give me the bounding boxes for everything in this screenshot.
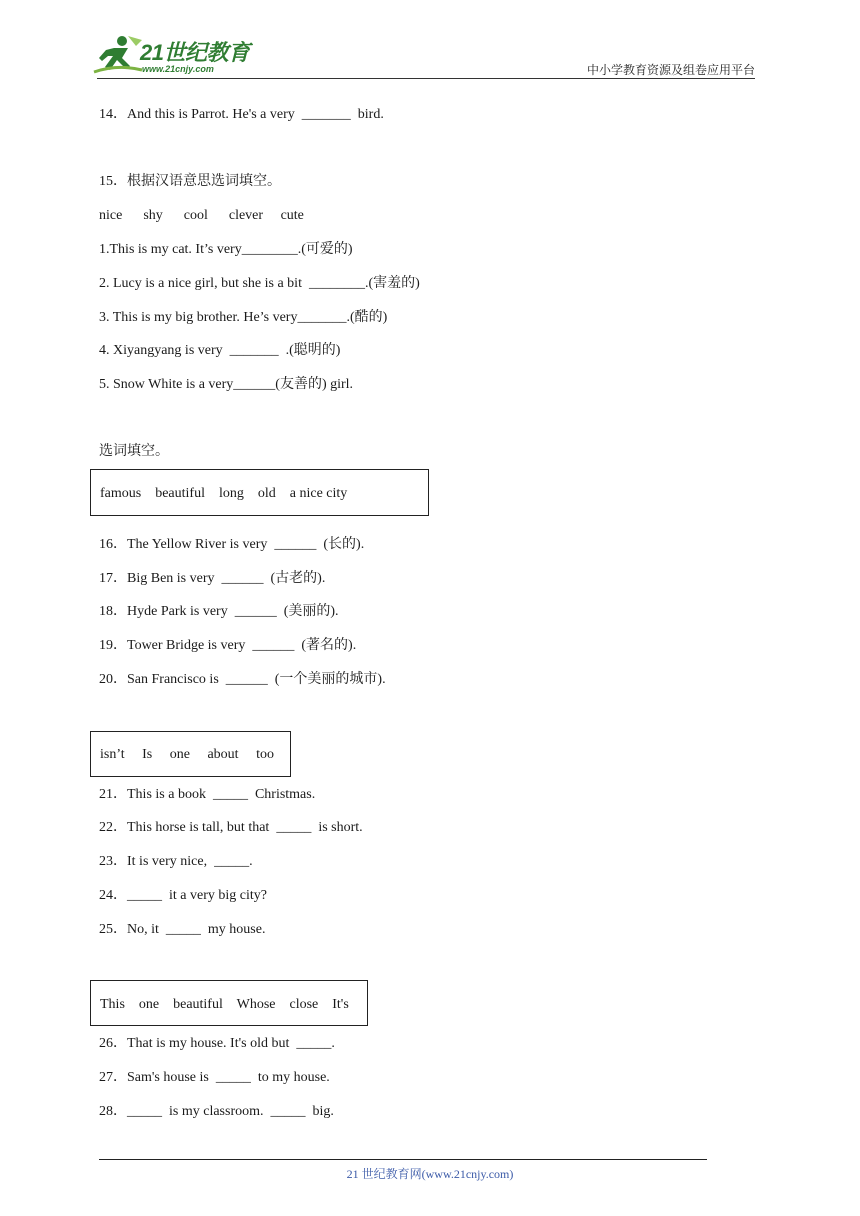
question-21: 21．This is a book _____ Christmas.: [99, 787, 316, 802]
question-28: 28．_____ is my classroom. _____ big.: [99, 1104, 334, 1119]
question-17: 17．Big Ben is very ______ (古老的).: [99, 571, 326, 586]
footer-text[interactable]: 21 世纪教育网(www.21cnjy.com): [346, 1167, 514, 1181]
q15-item-5: 5. Snow White is a very______(友善的) girl.: [99, 377, 354, 392]
runner-logo-icon: [92, 34, 144, 76]
question-25: 25．No, it _____ my house.: [99, 922, 266, 937]
word-box-3-text: This one beautiful Whose close It's: [100, 997, 349, 1012]
logo-url: www.21cnjy.com: [142, 64, 214, 74]
question-27: 27．Sam's house is _____ to my house.: [99, 1070, 330, 1085]
question-26: 26．That is my house. It's old but _____.: [99, 1036, 335, 1051]
platform-name: 中小学教育资源及组卷应用平台: [586, 63, 755, 77]
question-18: 18．Hyde Park is very ______ (美丽的).: [99, 604, 339, 619]
question-20: 20．San Francisco is ______ (一个美丽的城市).: [99, 672, 386, 687]
word-box-1-text: famous beautiful long old a nice city: [100, 486, 348, 501]
question-23: 23．It is very nice, _____.: [99, 854, 253, 869]
logo-text: 21世纪教育: [140, 40, 250, 65]
q15-item-3: 3. This is my big brother. He’s very_______.(酷的): [99, 310, 388, 325]
q15-item-4: 4. Xiyangyang is very _______ .(聪明的): [99, 343, 341, 358]
word-box-2: [90, 731, 291, 777]
q15-item-1: 1.This is my cat. It’s very________.(可爱的): [99, 242, 353, 257]
question-24: 24．_____ it a very big city?: [99, 888, 267, 903]
question-15-title: 15．根据汉语意思选词填空。: [99, 174, 281, 189]
question-14: 14．And this is Parrot. He's a very _______ bird.: [99, 107, 384, 122]
word-box-3: [90, 980, 368, 1026]
site-logo: [92, 34, 262, 78]
page-header: [0, 0, 860, 80]
word-box-2-text: isn’t Is one about too: [100, 747, 274, 762]
word-box-1: [90, 469, 429, 516]
q15-item-2: 2. Lucy is a nice girl, but she is a bit ________.(害羞的): [99, 276, 420, 291]
question-16: 16．The Yellow River is very ______ (长的).: [99, 537, 365, 552]
word-bank-15: nice shy cool clever cute: [99, 208, 304, 223]
section-title: 选词填空。: [99, 444, 169, 459]
question-19: 19．Tower Bridge is very ______ (著名的).: [99, 638, 357, 653]
header-divider: [97, 78, 755, 79]
question-22: 22．This horse is tall, but that _____ is short.: [99, 820, 363, 835]
footer-divider: [99, 1159, 707, 1160]
